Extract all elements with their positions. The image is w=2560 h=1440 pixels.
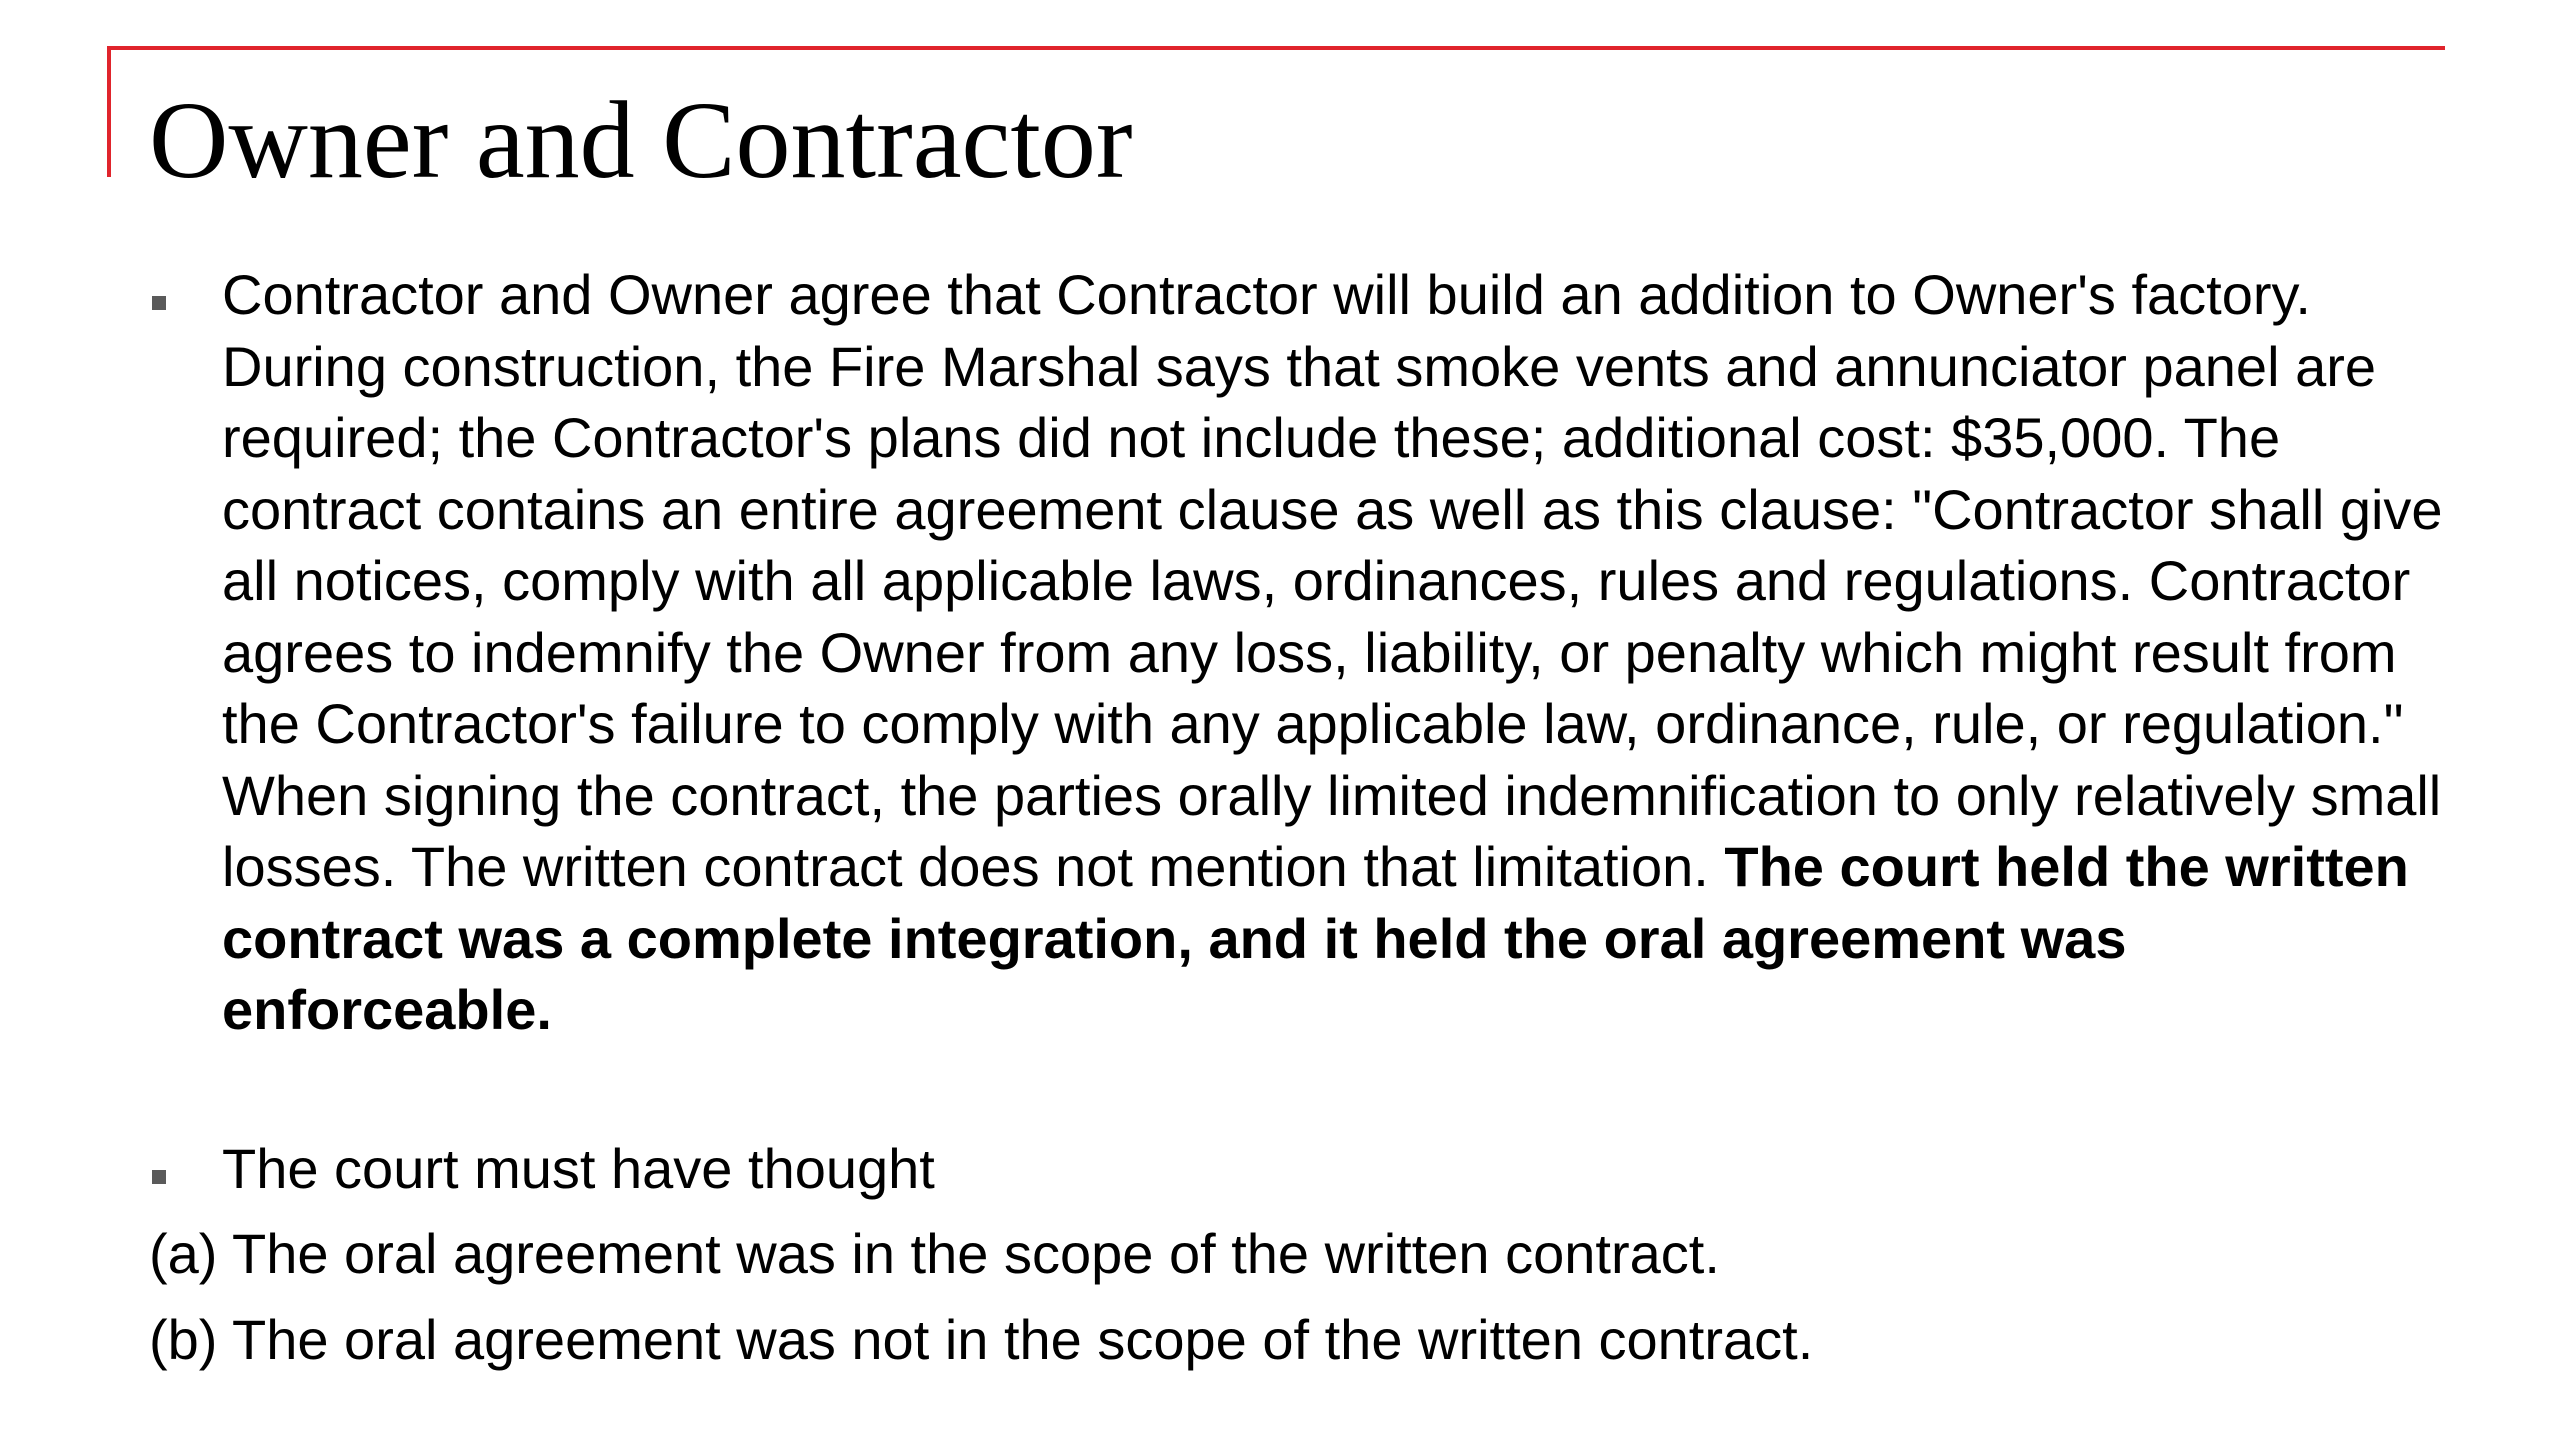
title-side-rule — [107, 46, 111, 177]
square-bullet-icon — [152, 1170, 166, 1184]
bullet-item-scenario — [222, 259, 2452, 1046]
slide-title: Owner and Contractor — [149, 79, 1133, 201]
title-top-rule — [107, 46, 2445, 50]
answer-option-a: (a) The oral agreement was in the scope of the written contract. — [149, 1222, 1720, 1285]
scenario-text: Contractor and Owner agree that Contractor will build an addition to Owner's factory. During construction, the Fire Marshal says that smoke vents and annunciator panel are required; the Contractor's plans did not include these; additional cost: $35,000. The contract contains an entire agreement clause as well as this clause: "Contractor shall give all notices, comply with all applicable laws, ordinances, rules and regulations. Contractor agrees to indemnify the Owner from any loss, liability, or penalty which might result from the Contractor's failure to comply with any applicable law, ordinance, rule, or regulation." When signing the contract, the parties orally limited indemnification to only relatively small losses. The written contract does not mention that limitation. — [222, 263, 2443, 898]
bullet-item-question — [222, 1133, 2452, 1205]
court-holding-text: The court held the written contract was a complete integration, and it held the oral agreement was enforceable. — [222, 835, 2409, 1041]
answer-option-b: (b) The oral agreement was not in the scope of the written contract. — [149, 1308, 1814, 1371]
question-text: The court must have thought — [222, 1137, 935, 1200]
square-bullet-icon — [152, 296, 166, 310]
